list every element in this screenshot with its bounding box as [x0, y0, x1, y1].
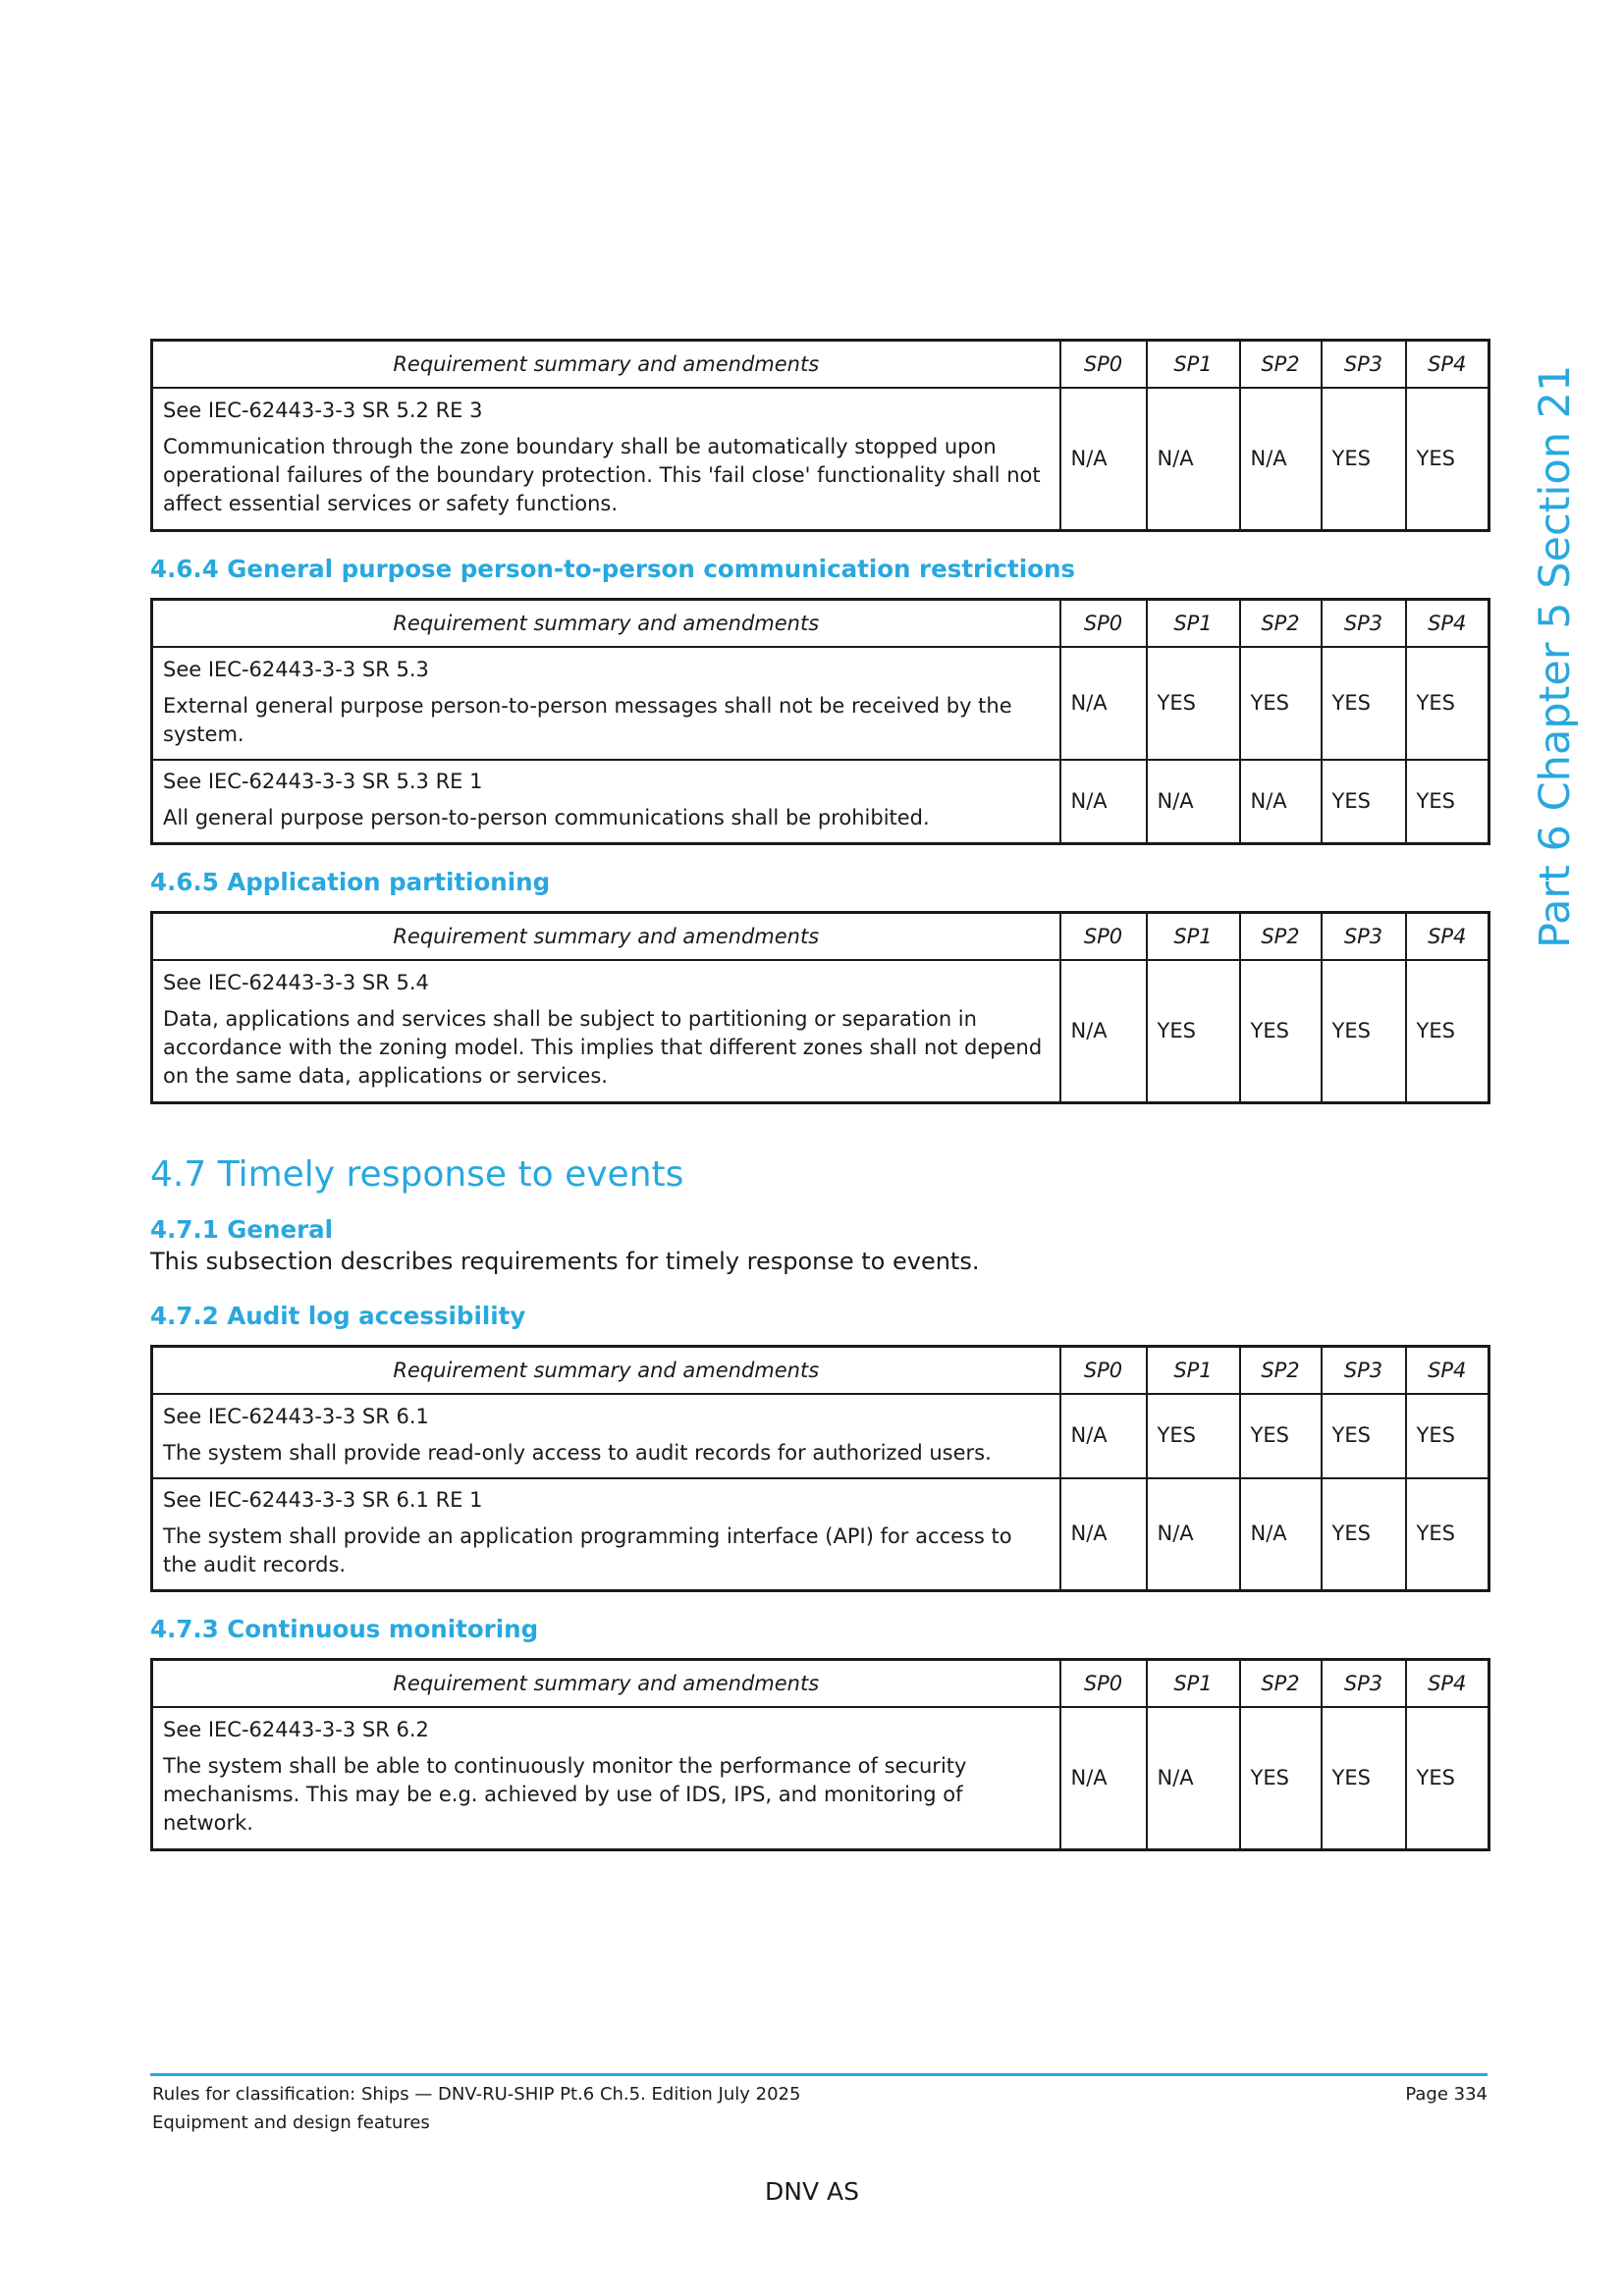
- sp0-value: N/A: [1060, 388, 1147, 530]
- chapter-side-label: Part 6 Chapter 5 Section 21: [1531, 364, 1580, 948]
- table-header-row: [152, 913, 1489, 961]
- requirement-ref: See IEC-62443-3-3 SR 5.3: [163, 657, 429, 681]
- requirement-desc: The system shall provide read-only access to audit records for authorized users.: [163, 1440, 992, 1465]
- sp0-value: N/A: [1060, 1707, 1147, 1849]
- requirement-desc: Communication through the zone boundary shall be automatically stopped upon operational failures of the boundary protection. This 'fail close' functionality shall not affect essential services or safety functions.: [163, 435, 1041, 516]
- section-heading-4-7-2: 4.7.2 Audit log accessibility: [150, 1301, 526, 1330]
- col-header-sp4: SP4: [1406, 913, 1489, 961]
- sp1-value: N/A: [1147, 388, 1240, 530]
- requirement-cell: [152, 760, 1060, 844]
- requirements-table-sr52: [150, 339, 1490, 532]
- sp4-value: YES: [1406, 1707, 1489, 1849]
- sp1-value: N/A: [1147, 1478, 1240, 1591]
- sp3-value: YES: [1322, 760, 1406, 844]
- section-text-4-7-1: This subsection describes requirements for timely response to events.: [150, 1247, 980, 1275]
- table-row: [152, 388, 1489, 530]
- col-header-sp0: SP0: [1060, 913, 1147, 961]
- requirement-desc: The system shall provide an application programming interface (API) for access to the audit records.: [163, 1524, 1012, 1577]
- col-header-sp4: SP4: [1406, 1346, 1489, 1394]
- sp4-value: YES: [1406, 647, 1489, 760]
- col-header-sp2: SP2: [1240, 913, 1322, 961]
- table-header-row: [152, 341, 1489, 389]
- sp0-value: N/A: [1060, 760, 1147, 844]
- col-header-sp3: SP3: [1322, 341, 1406, 389]
- sp2-value: YES: [1240, 1707, 1322, 1849]
- requirements-table-4-7-3: [150, 1658, 1490, 1851]
- col-header-sp2: SP2: [1240, 341, 1322, 389]
- sp4-value: YES: [1406, 388, 1489, 530]
- sp1-value: YES: [1147, 960, 1240, 1102]
- requirement-ref: See IEC-62443-3-3 SR 6.1 RE 1: [163, 1488, 483, 1513]
- requirement-desc: Data, applications and services shall be subject to partitioning or separation in accordance with the zoning model. This implies that different zones shall not depend on the same data, applications or services.: [163, 1007, 1043, 1089]
- col-header-sp1: SP1: [1147, 1346, 1240, 1394]
- requirement-cell: [152, 1394, 1060, 1478]
- footer-page-number: Page 334: [1405, 2084, 1488, 2105]
- col-header-sp1: SP1: [1147, 341, 1240, 389]
- footer-brand: DNV AS: [765, 2177, 859, 2206]
- section-heading-4-7-3: 4.7.3 Continuous monitoring: [150, 1615, 539, 1643]
- sp3-value: YES: [1322, 960, 1406, 1102]
- col-header-requirement: Requirement summary and amendments: [152, 1346, 1060, 1394]
- footer-publication: Rules for classification: Ships — DNV-RU-SHIP Pt.6 Ch.5. Edition July 2025: [152, 2084, 801, 2105]
- col-header-sp3: SP3: [1322, 913, 1406, 961]
- sp2-value: YES: [1240, 1394, 1322, 1478]
- requirements-table-4-7-2: [150, 1345, 1490, 1593]
- requirement-cell: [152, 647, 1060, 760]
- table-header-row: [152, 1346, 1489, 1394]
- requirements-table-4-6-4: [150, 598, 1490, 846]
- col-header-sp2: SP2: [1240, 599, 1322, 647]
- requirements-table-4-6-5: [150, 911, 1490, 1104]
- requirement-cell: [152, 960, 1060, 1102]
- table-row: [152, 760, 1489, 844]
- sp2-value: N/A: [1240, 1478, 1322, 1591]
- sp3-value: YES: [1322, 1478, 1406, 1591]
- requirement-ref: See IEC-62443-3-3 SR 5.2 RE 3: [163, 399, 483, 423]
- requirement-desc: External general purpose person-to-person messages shall not be received by the system.: [163, 693, 1012, 746]
- col-header-sp2: SP2: [1240, 1346, 1322, 1394]
- col-header-requirement: Requirement summary and amendments: [152, 1660, 1060, 1708]
- table-row: [152, 1478, 1489, 1591]
- sp2-value: N/A: [1240, 388, 1322, 530]
- col-header-sp4: SP4: [1406, 1660, 1489, 1708]
- requirement-cell: [152, 1707, 1060, 1849]
- sp2-value: YES: [1240, 960, 1322, 1102]
- sp4-value: YES: [1406, 960, 1489, 1102]
- col-header-sp0: SP0: [1060, 599, 1147, 647]
- requirement-ref: See IEC-62443-3-3 SR 6.2: [163, 1718, 429, 1742]
- footer-divider: [150, 2073, 1488, 2076]
- table-header-row: [152, 1660, 1489, 1708]
- section-heading-4-7: 4.7 Timely response to events: [150, 1153, 684, 1195]
- col-header-sp2: SP2: [1240, 1660, 1322, 1708]
- requirement-desc: The system shall be able to continuously monitor the performance of security mechanisms. This may be e.g. achieved by use of IDS, IPS, and monitoring of network.: [163, 1754, 967, 1836]
- requirement-ref: See IEC-62443-3-3 SR 5.3 RE 1: [163, 770, 483, 794]
- sp0-value: N/A: [1060, 647, 1147, 760]
- sp1-value: YES: [1147, 647, 1240, 760]
- sp4-value: YES: [1406, 1394, 1489, 1478]
- col-header-sp3: SP3: [1322, 1346, 1406, 1394]
- col-header-sp1: SP1: [1147, 599, 1240, 647]
- table-header-row: [152, 599, 1489, 647]
- sp0-value: N/A: [1060, 1394, 1147, 1478]
- sp2-value: N/A: [1240, 760, 1322, 844]
- section-heading-4-7-1: 4.7.1 General: [150, 1214, 334, 1244]
- sp1-value: N/A: [1147, 1707, 1240, 1849]
- sp4-value: YES: [1406, 760, 1489, 844]
- sp0-value: N/A: [1060, 960, 1147, 1102]
- col-header-sp0: SP0: [1060, 341, 1147, 389]
- footer-chapter-title: Equipment and design features: [152, 2112, 430, 2133]
- section-heading-4-6-5: 4.6.5 Application partitioning: [150, 868, 551, 896]
- section-heading-4-6-4: 4.6.4 General purpose person-to-person communication restrictions: [150, 554, 1075, 583]
- col-header-sp1: SP1: [1147, 1660, 1240, 1708]
- col-header-sp4: SP4: [1406, 599, 1489, 647]
- table-row: [152, 647, 1489, 760]
- sp3-value: YES: [1322, 1707, 1406, 1849]
- table-row: [152, 1707, 1489, 1849]
- col-header-sp0: SP0: [1060, 1660, 1147, 1708]
- requirement-ref: See IEC-62443-3-3 SR 6.1: [163, 1404, 429, 1428]
- requirement-desc: All general purpose person-to-person communications shall be prohibited.: [163, 806, 930, 830]
- sp1-value: N/A: [1147, 760, 1240, 844]
- col-header-requirement: Requirement summary and amendments: [152, 913, 1060, 961]
- col-header-sp0: SP0: [1060, 1346, 1147, 1394]
- table-row: [152, 960, 1489, 1102]
- table-row: [152, 1394, 1489, 1478]
- footer-left: [152, 2080, 800, 2137]
- col-header-sp3: SP3: [1322, 599, 1406, 647]
- sp0-value: N/A: [1060, 1478, 1147, 1591]
- col-header-requirement: Requirement summary and amendments: [152, 341, 1060, 389]
- col-header-sp3: SP3: [1322, 1660, 1406, 1708]
- sp3-value: YES: [1322, 647, 1406, 760]
- sp3-value: YES: [1322, 388, 1406, 530]
- sp4-value: YES: [1406, 1478, 1489, 1591]
- sp2-value: YES: [1240, 647, 1322, 760]
- col-header-sp4: SP4: [1406, 341, 1489, 389]
- sp1-value: YES: [1147, 1394, 1240, 1478]
- col-header-sp1: SP1: [1147, 913, 1240, 961]
- requirement-ref: See IEC-62443-3-3 SR 5.4: [163, 971, 429, 995]
- page-content: [150, 339, 1488, 1851]
- col-header-requirement: Requirement summary and amendments: [152, 599, 1060, 647]
- requirement-cell: [152, 388, 1060, 530]
- sp3-value: YES: [1322, 1394, 1406, 1478]
- requirement-cell: [152, 1478, 1060, 1591]
